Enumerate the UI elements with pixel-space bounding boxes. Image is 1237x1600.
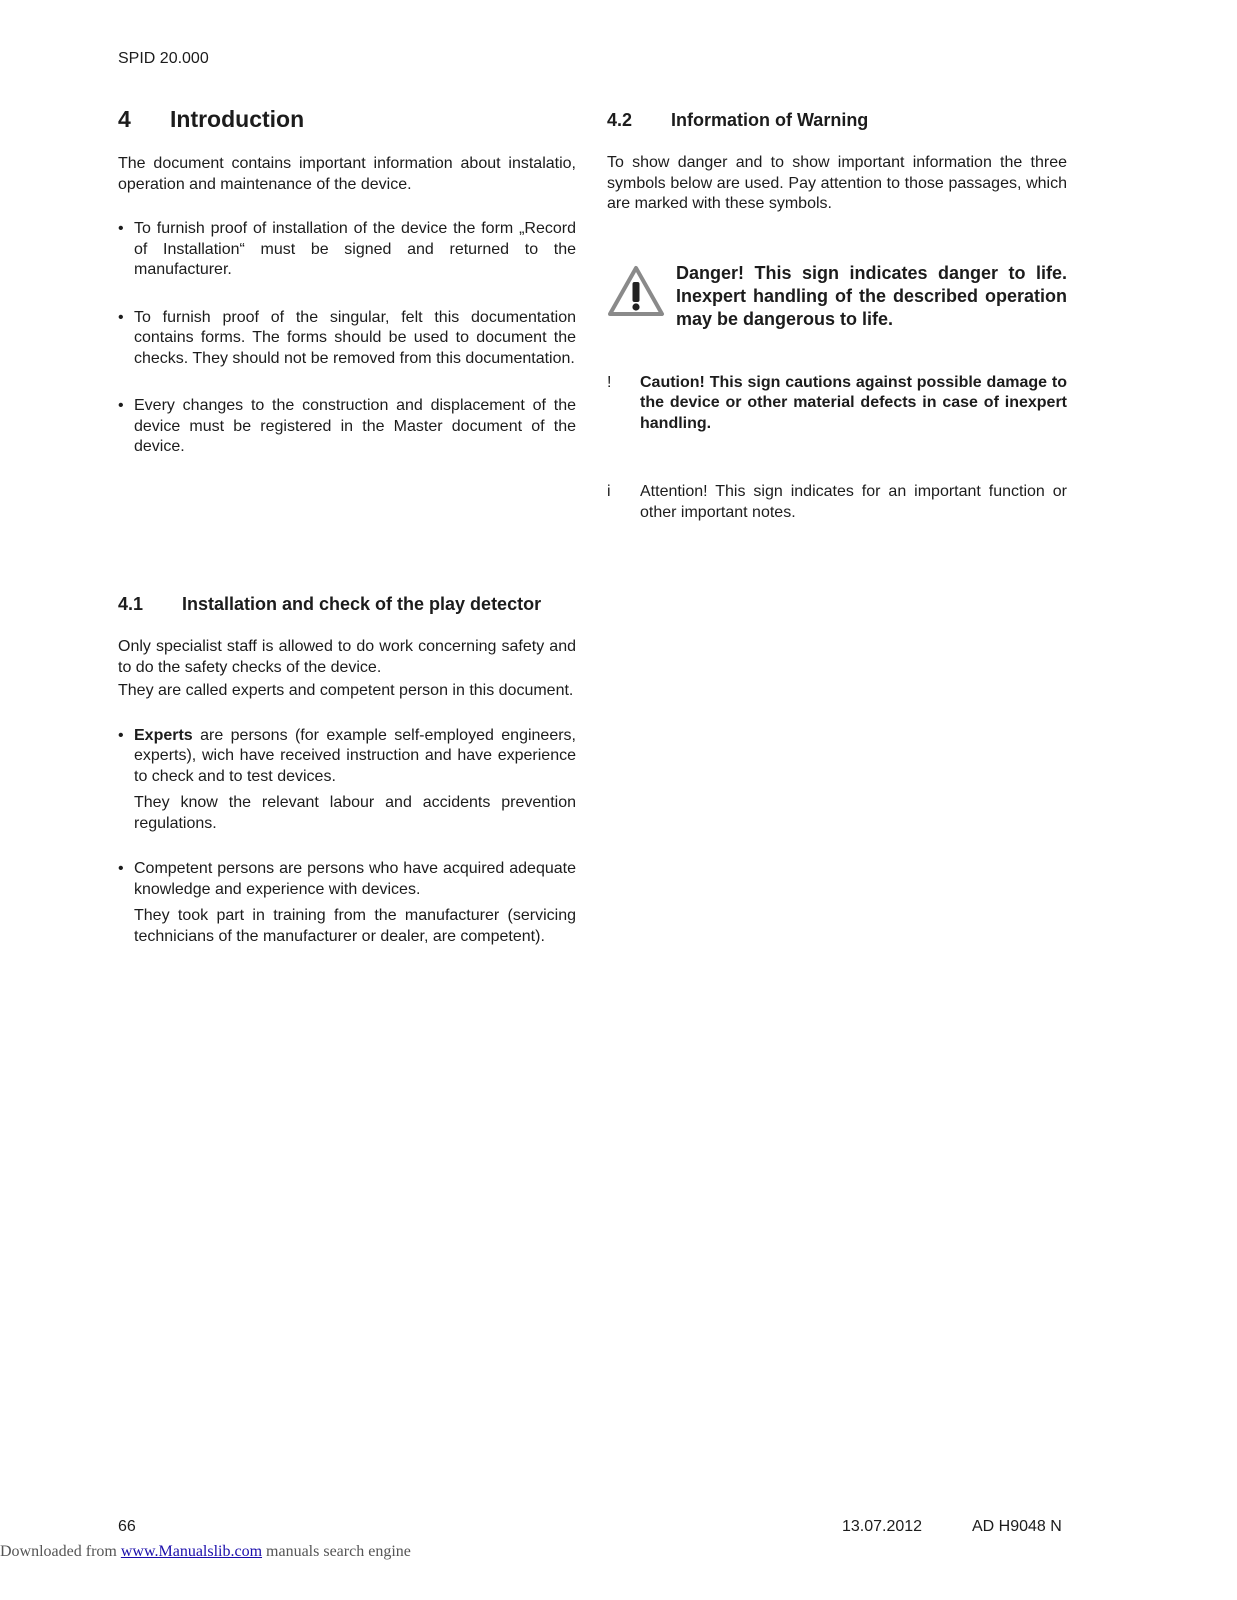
- list-item-experts: [118, 726, 576, 788]
- list-item-text: are persons (for example self-employed engineers, experts), wich have received instruction and have experience to check and to test devices.: [134, 726, 576, 785]
- bullet-icon: •: [118, 860, 124, 877]
- list-item: [118, 396, 576, 458]
- download-prefix: Downloaded from: [0, 1543, 121, 1560]
- section-number: 4: [118, 106, 131, 132]
- caution-notice: [607, 373, 1067, 435]
- footer-date: 13.07.2012: [842, 1518, 923, 1535]
- list-item-text: Every changes to the construction and displacement of the device must be registered in the Master document of the device.: [134, 397, 576, 455]
- attention-notice: [607, 482, 1067, 523]
- section-title: Installation and check of the play detector: [182, 594, 542, 614]
- bullet-icon: •: [118, 308, 124, 326]
- list-item-text: To furnish proof of the singular, felt this documentation contains forms. The forms should be used to document the checks. They should not be removed from this documentation.: [134, 308, 576, 367]
- list-item-competent: [118, 859, 576, 900]
- attention-text: Attention! This sign indicates for an important function or other important notes.: [640, 483, 1067, 521]
- paragraph: They are called experts and competent person in this document.: [118, 682, 574, 699]
- section-title: Information of Warning: [671, 110, 869, 130]
- experts-term: Experts: [134, 726, 193, 744]
- list-item-subtext: They took part in training from the manufacturer (servicing technicians of the manufacturer or dealer, are competent).: [134, 907, 576, 945]
- list-item-text: To furnish proof of installation of the device the form „Record of Installation“ must be signed and returned to the manufacturer.: [134, 220, 576, 278]
- section-4-1: [118, 594, 576, 947]
- danger-notice: [607, 262, 1067, 331]
- page-number: 66: [118, 1518, 136, 1535]
- download-suffix: manuals search engine: [262, 1543, 411, 1560]
- section-4-1-heading: [118, 594, 576, 615]
- section-4-2-heading: [607, 110, 1067, 131]
- info-symbol: i: [607, 483, 611, 500]
- caution-symbol: !: [607, 373, 612, 391]
- section-4-heading: [118, 106, 576, 133]
- bullet-icon: •: [118, 397, 124, 414]
- intro-paragraph: To show danger and to show important information the three symbols below are used. Pay attention to those passages, which are marked with these symbols.: [607, 154, 1067, 212]
- section-number: 4.2: [607, 110, 633, 130]
- bullet-icon: •: [118, 220, 124, 237]
- list-item-text: Competent persons are persons who have acquired adequate knowledge and experience with devices.: [134, 860, 576, 898]
- list-item: [118, 308, 576, 370]
- list-item-subtext: They know the relevant labour and accidents prevention regulations.: [134, 794, 576, 832]
- warning-triangle-icon: [607, 265, 665, 317]
- footer-doc-id: AD H9048 N: [972, 1518, 1062, 1535]
- section-4-2: [607, 110, 1067, 523]
- document-code: SPID 20.000: [118, 50, 209, 67]
- bullet-icon: •: [118, 726, 124, 744]
- section-number: 4.1: [118, 594, 144, 614]
- caution-text: Caution! This sign cautions against possible damage to the device or other material defects in case of inexpert handling.: [640, 373, 1067, 432]
- manualslib-link[interactable]: www.Manualslib.com: [120, 1543, 263, 1560]
- intro-paragraph: The document contains important information about instalatio, operation and maintenance of the device.: [118, 155, 576, 193]
- section-title: Introduction: [170, 106, 305, 132]
- section-4: [118, 106, 576, 458]
- danger-text: Danger! This sign indicates danger to life. Inexpert handling of the described operation may be dangerous to life.: [676, 262, 1067, 329]
- paragraph: Only specialist staff is allowed to do work concerning safety and to do the safety checks of the device.: [118, 638, 576, 676]
- download-banner: [0, 1543, 411, 1561]
- list-item: [118, 219, 576, 281]
